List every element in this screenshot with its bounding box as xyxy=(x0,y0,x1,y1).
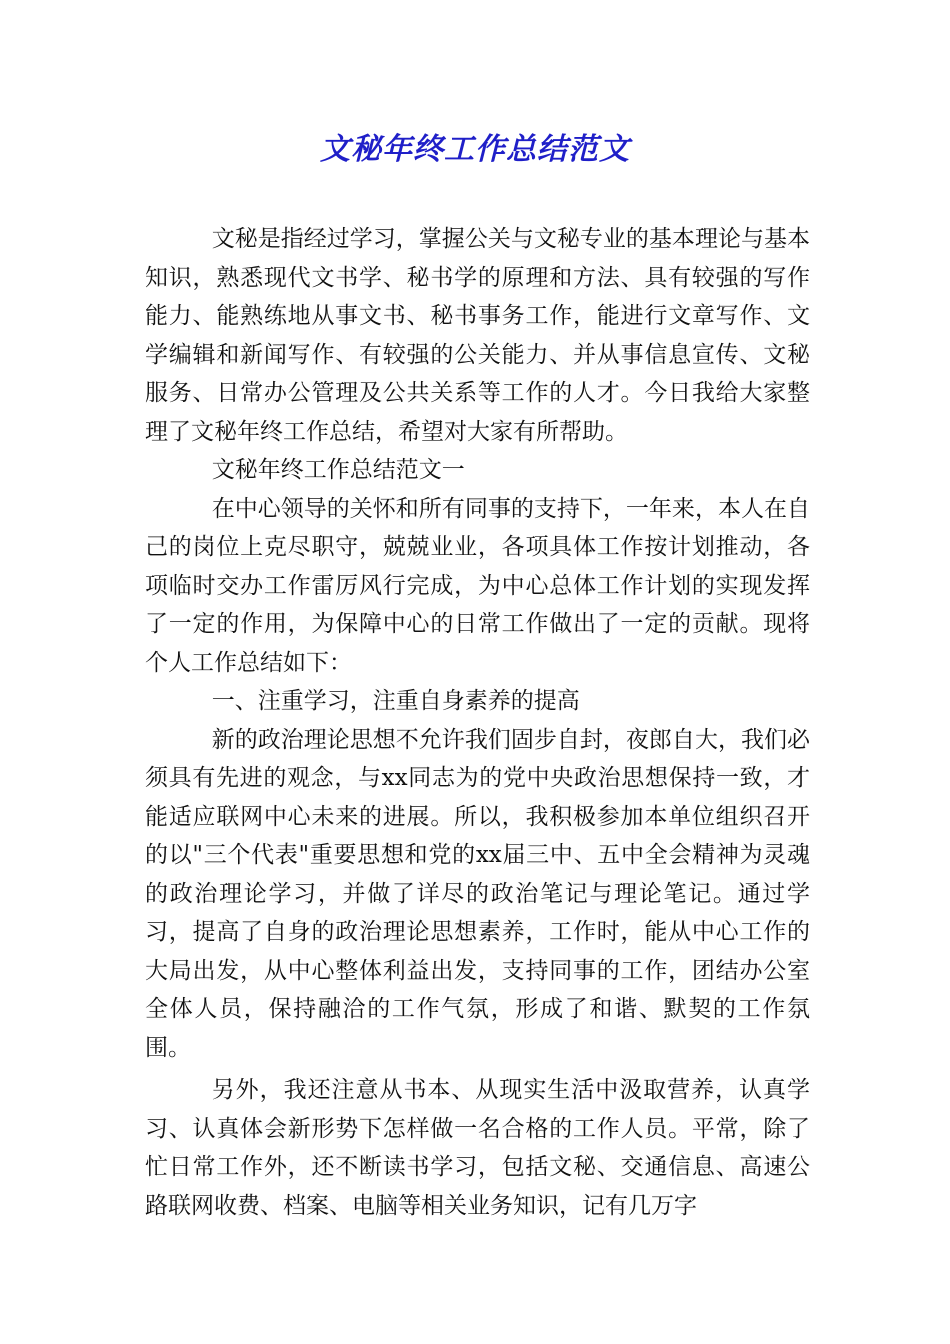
document-title: 文秘年终工作总结范文 xyxy=(320,132,630,167)
paragraph-additional-study: 另外，我还注意从书本、从现实生活中汲取营养，认真学习、认真体会新形势下怎样做一名合格的工作人员。平常，除了忙日常工作外，还不断读书学习，包括文秘、交通信息、高速公路联网收费、档案、电脑等相关业务知识，记有几万字 xyxy=(145,1077,810,1219)
section-heading-study: 一、注重学习，注重自身素养的提高 xyxy=(211,688,580,714)
paragraph-intro: 文秘是指经过学习，掌握公关与文秘专业的基本理论与基本知识，熟悉现代文书学、秘书学的原理和方法、具有较强的写作能力、能熟练地从事文书、秘书事务工作，能进行文章写作、文学编辑和新闻写作、有较强的公关能力、并从事信息宣传、文秘服务、日常办公管理及公共关系等工作的人才。今日我给大家整理了文秘年终工作总结，希望对大家有所帮助。 xyxy=(145,226,810,445)
section-heading-sample-one: 文秘年终工作总结范文一 xyxy=(211,457,465,483)
paragraph-overview: 在中心领导的关怀和所有同事的支持下，一年来，本人在自己的岗位上克尽职守，兢兢业业，各项具体工作按计划推动，各项临时交办工作雷厉风行完成，为中心总体工作计划的实现发挥了一定的作用，为保障中心的日常工作做出了一定的贡献。现将个人工作总结如下： xyxy=(145,495,810,676)
paragraph-political-study: 新的政治理论思想不允许我们固步自封，夜郎自大，我们必须具有先进的观念，与xx同志为的党中央政治思想保持一致，才能适应联网中心未来的进展。所以，我积极参加本单位组织召开的以"三个代表"重要思想和党的xx届三中、五中全会精神为灵魂的政治理论学习，并做了详尽的政治笔记与理论笔记。通过学习，提高了自身的政治理论思想素养，工作时，能从中心工作的大局出发，从中心整体利益出发，支持同事的工作，团结办公室全体人员，保持融洽的工作气氛，形成了和谐、默契的工作氛围。 xyxy=(145,726,810,1061)
document-body xyxy=(145,220,810,1225)
